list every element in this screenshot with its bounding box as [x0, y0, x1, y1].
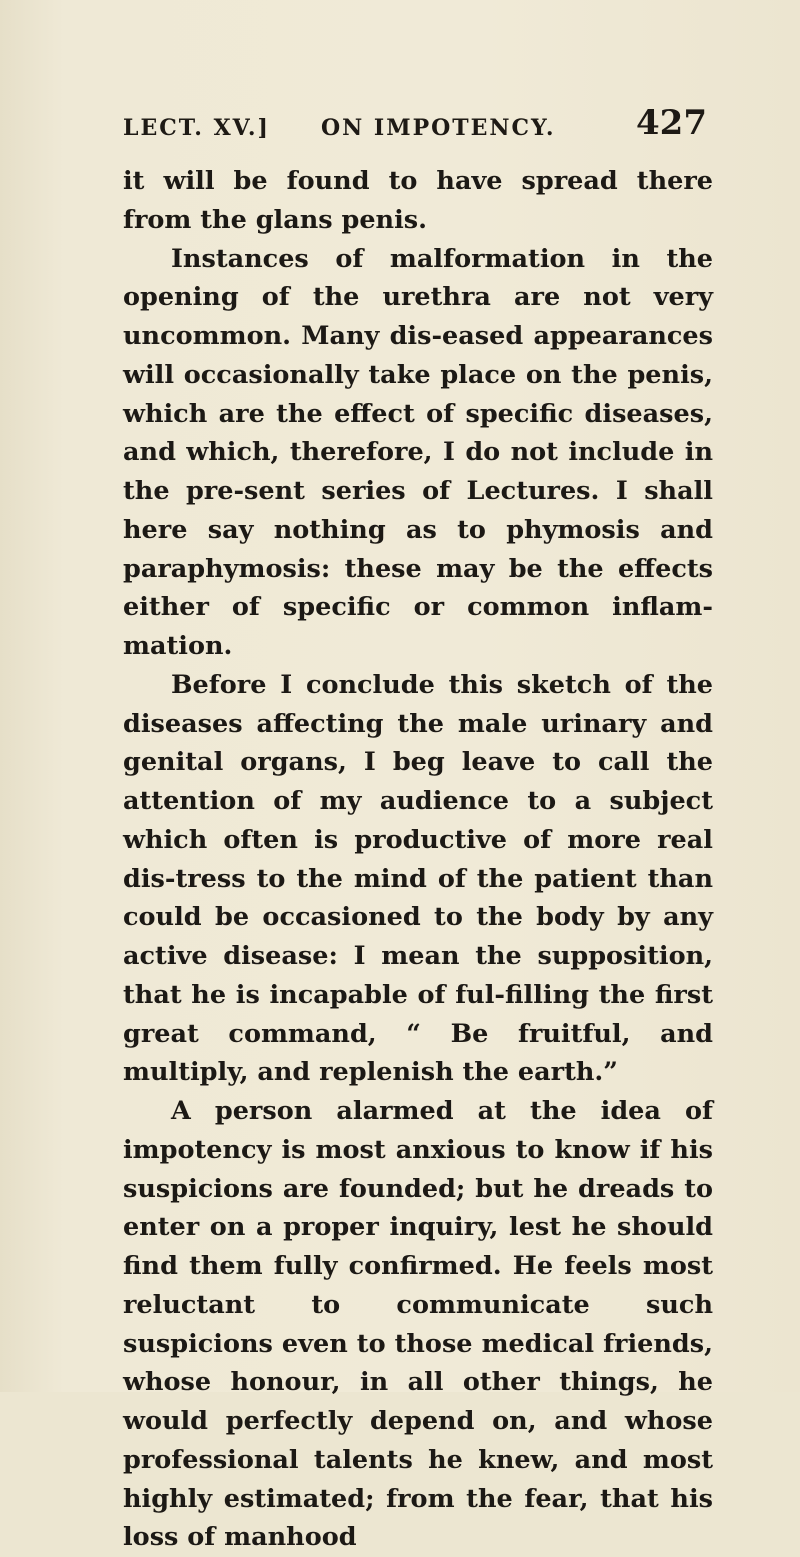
- running-header: [123, 103, 707, 151]
- paragraph-4: A person alarmed at the idea of impotency is most anxious to know if his suspicions are founded; but he dreads to enter on a proper inquiry, lest he should find them fully confirmed. He feels most reluctant to communicate such suspicions even to those medical friends, whose honour, in all other things, he would perfectly depend on, and whose professional talents he knew, and most highly estimated; from the fear, that his loss of manhood: [123, 1096, 713, 1553]
- body-text: [123, 162, 713, 1557]
- paragraph-2: Instances of malformation in the opening of the urethra are not very uncommon. Many dis-eased appearances will occasionally take place on the penis, which are the effect of specific diseases, and which, therefore, I do not include in the pre-sent series of Lectures. I shall here say nothing as to phymosis and paraphymosis: these may be the effects either of specific or common inflam-mation.: [123, 243, 713, 661]
- header-title: ON IMPOTENCY.: [321, 115, 556, 141]
- paragraph-3: Before I conclude this sketch of the diseases affecting the male urinary and genital organs, I beg leave to call the attention of my audience to a subject which often is productive of more real dis-tress to the mind of the patient than could be occasioned to the body by any active disease: I mean the supposition, that he is incapable of ful-filling the first great command, “ Be fruitful, and multiply, and replenish the earth.”: [123, 669, 713, 1088]
- paragraph-1: it will be found to have spread there from the glans penis.: [123, 166, 713, 235]
- header-lecture: LECT. XV.]: [123, 115, 270, 141]
- page-number: 427: [636, 103, 707, 143]
